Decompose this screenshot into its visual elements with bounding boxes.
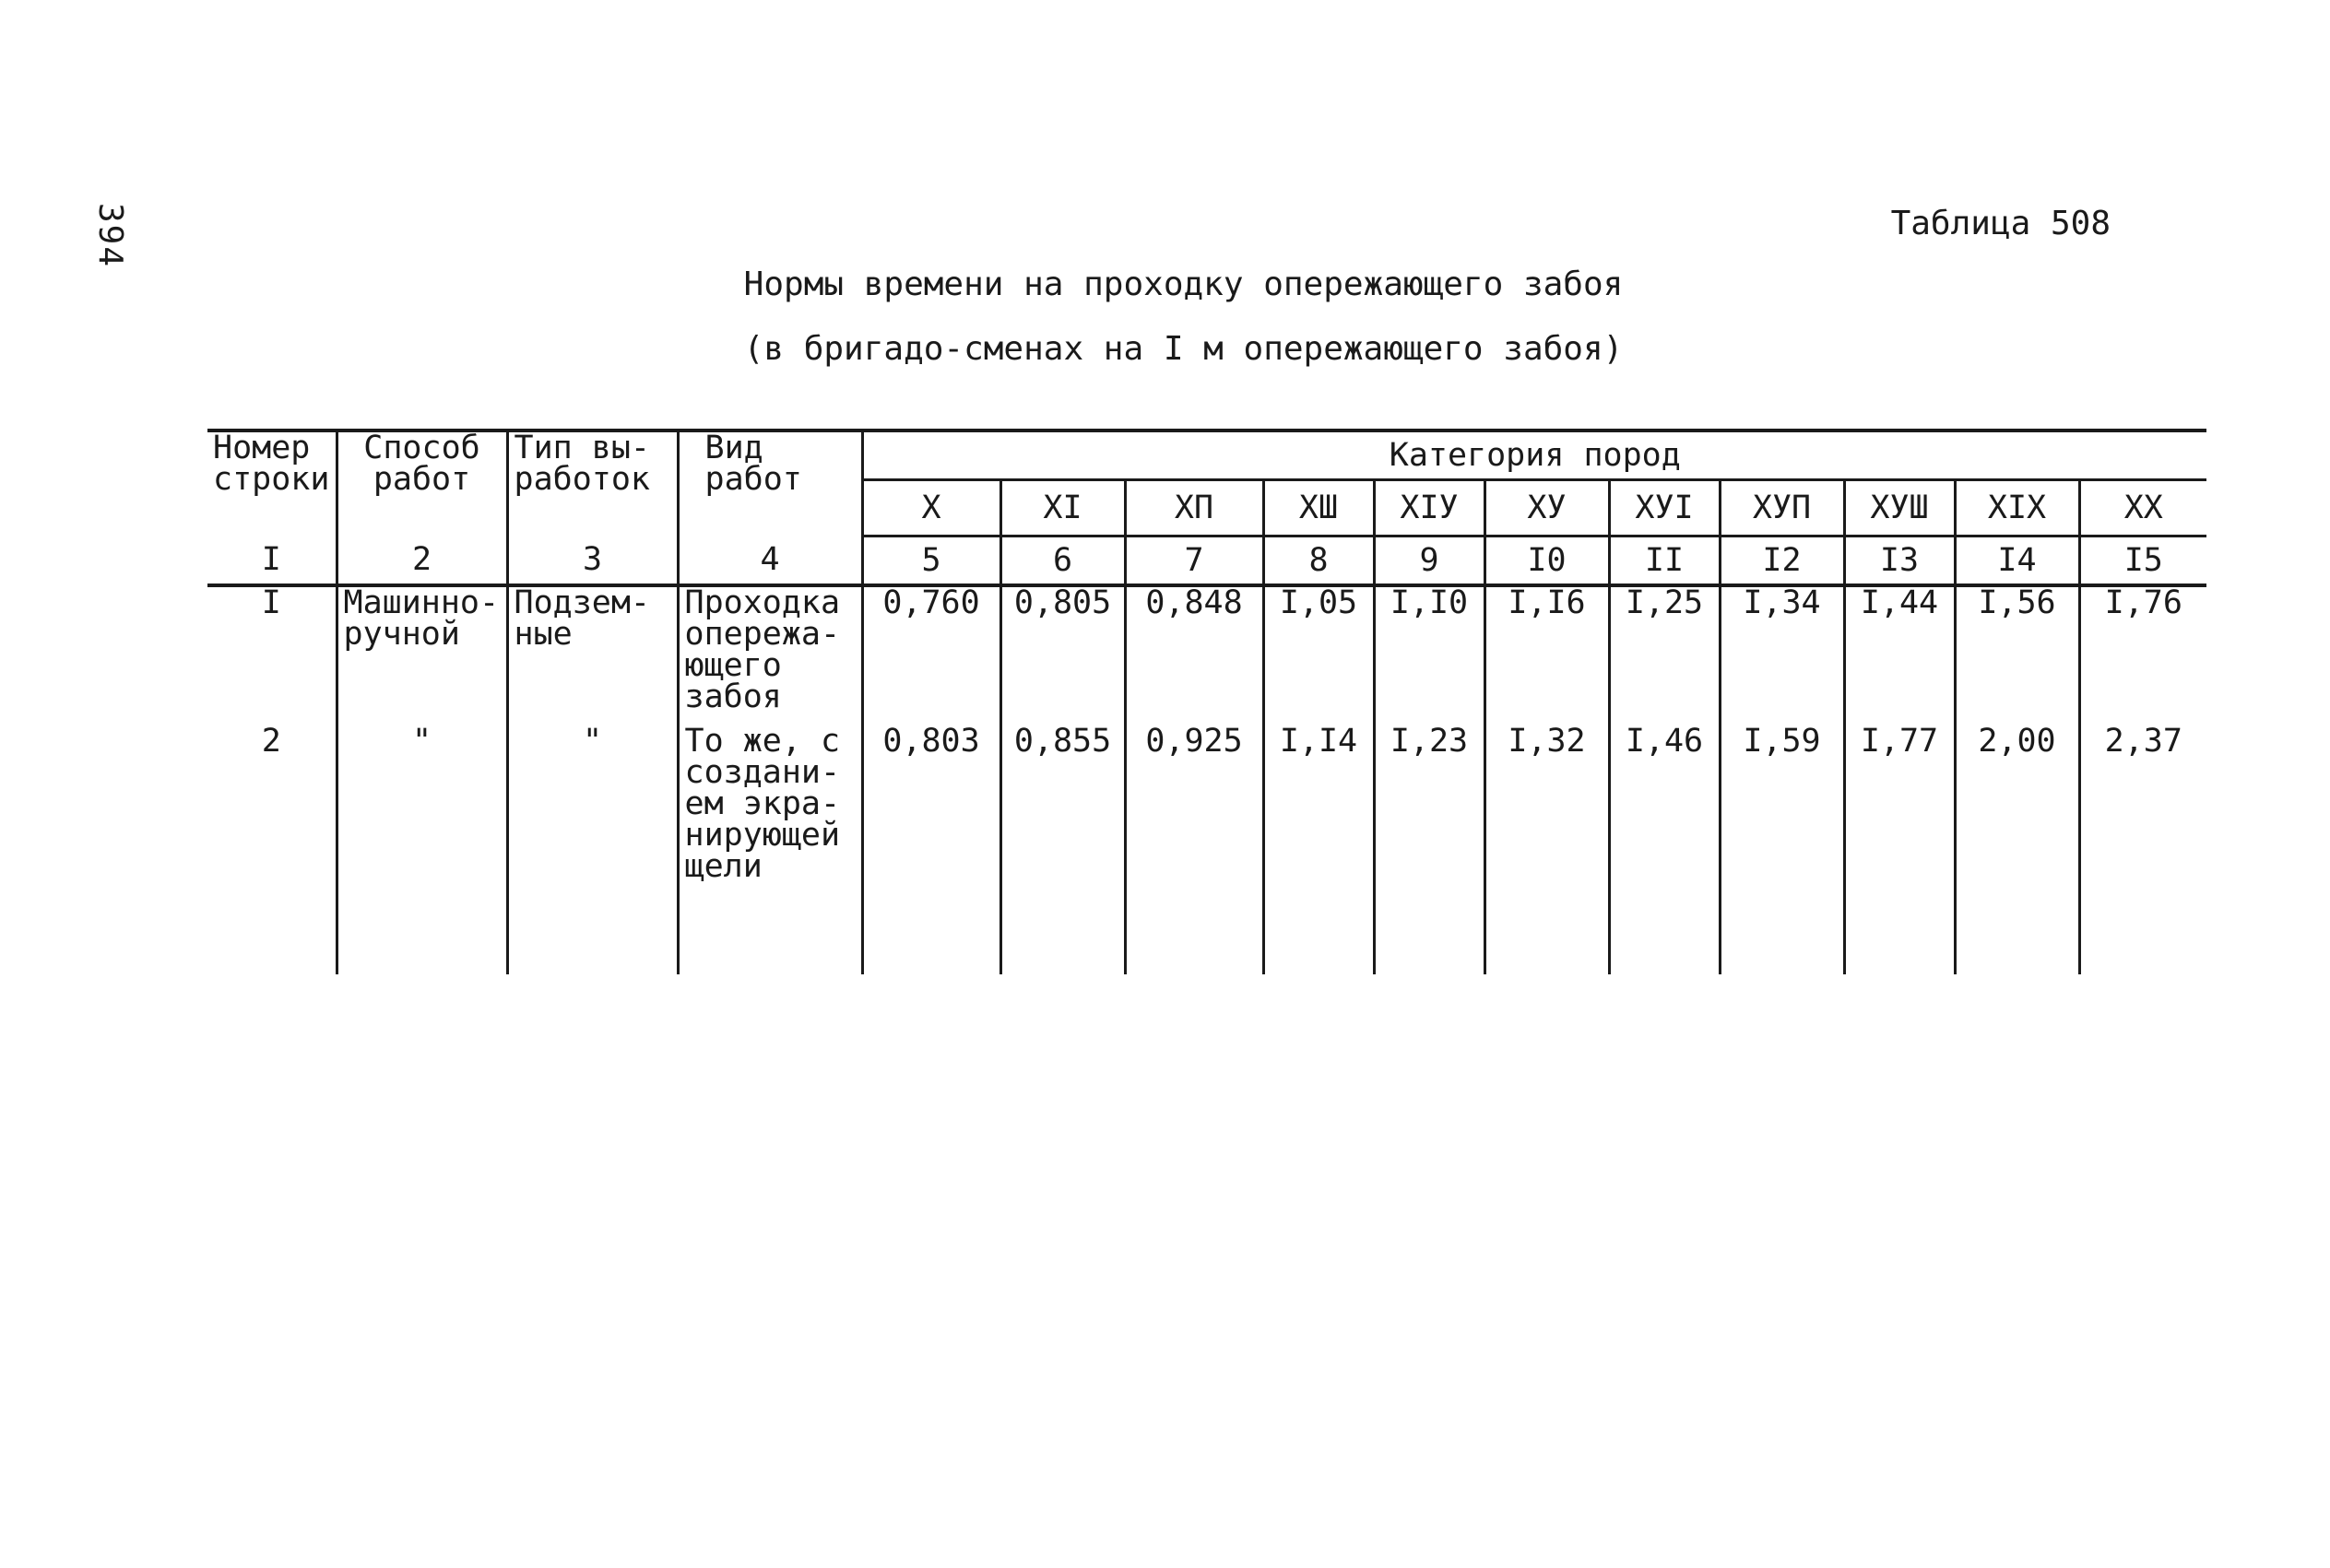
norm-value: 0,805 [1000, 585, 1125, 725]
table-subtitle: (в бригадо-сменах на I м опережающего забоя) [743, 330, 1624, 368]
row-work-type: То же, с создани- ем экра- нирующей щели [678, 725, 862, 974]
norm-value: I,59 [1720, 725, 1844, 974]
row-workings-type: Подзем- ные [507, 585, 678, 725]
norm-value: I,I4 [1263, 725, 1374, 974]
header-row-number: Номер строки [207, 430, 337, 536]
norm-value: I,I0 [1374, 585, 1484, 725]
row-method: Машинно- ручной [337, 585, 507, 725]
category-cell: X [862, 480, 1000, 536]
norm-value: I,46 [1609, 725, 1720, 974]
header-workings-type: Тип вы- работок [507, 430, 678, 536]
column-number: 7 [1125, 536, 1263, 586]
norm-value: I,05 [1263, 585, 1374, 725]
table-row [207, 725, 2206, 974]
table-title: Нормы времени на проходку опережающего забоя [743, 265, 1624, 303]
norm-value: I,32 [1484, 725, 1609, 974]
table-row [207, 585, 2206, 725]
column-number: I5 [2079, 536, 2206, 586]
row-workings-type: " [507, 725, 678, 974]
column-number: 2 [337, 536, 507, 586]
norm-value: 2,00 [1955, 725, 2079, 974]
norm-value: I,23 [1374, 725, 1484, 974]
norm-value: 2,37 [2079, 725, 2206, 974]
category-cell: XX [2079, 480, 2206, 536]
column-number: I0 [1484, 536, 1609, 586]
norms-table [207, 429, 2206, 974]
category-cell: XУI [1609, 480, 1720, 536]
header-work-type: Вид работ [678, 430, 862, 536]
norm-value: 0,925 [1125, 725, 1263, 974]
column-number: I [207, 536, 337, 586]
category-cell: XIУ [1374, 480, 1484, 536]
norm-value: 0,803 [862, 725, 1000, 974]
norm-value: I,34 [1720, 585, 1844, 725]
column-number: II [1609, 536, 1720, 586]
category-cell: XI [1000, 480, 1125, 536]
column-number-row [207, 536, 2206, 586]
norm-value: 0,855 [1000, 725, 1125, 974]
page-number: 394 [91, 203, 129, 269]
category-cell: XУШ [1844, 480, 1955, 536]
norm-value: I,77 [1844, 725, 1955, 974]
norm-value: I,25 [1609, 585, 1720, 725]
row-number: I [261, 584, 281, 621]
norm-value: I,44 [1844, 585, 1955, 725]
norm-value: 0,848 [1125, 585, 1263, 725]
row-work-type: Проходка опережа- ющего забоя [678, 585, 862, 725]
table-label: Таблица 508 [1890, 205, 2111, 242]
column-number: 6 [1000, 536, 1125, 586]
column-number: 3 [507, 536, 678, 586]
column-number: I2 [1720, 536, 1844, 586]
column-number: 9 [1374, 536, 1484, 586]
norm-value: 0,760 [862, 585, 1000, 725]
column-number: I3 [1844, 536, 1955, 586]
header-method: Способ работ [337, 430, 507, 536]
category-cell: XУ [1484, 480, 1609, 536]
column-number: I4 [1955, 536, 2079, 586]
category-cell: XIX [1955, 480, 2079, 536]
row-method: " [337, 725, 507, 974]
norm-value: I,76 [2079, 585, 2206, 725]
norm-value: I,56 [1955, 585, 2079, 725]
category-cell: XУП [1720, 480, 1844, 536]
category-cell: XШ [1263, 480, 1374, 536]
column-number: 5 [862, 536, 1000, 586]
column-number: 8 [1263, 536, 1374, 586]
header-rock-category: Категория пород [862, 430, 2206, 480]
header-row [207, 430, 2206, 480]
row-number: 2 [261, 723, 281, 760]
norm-value: I,I6 [1484, 585, 1609, 725]
column-number: 4 [678, 536, 862, 586]
category-cell: XП [1125, 480, 1263, 536]
